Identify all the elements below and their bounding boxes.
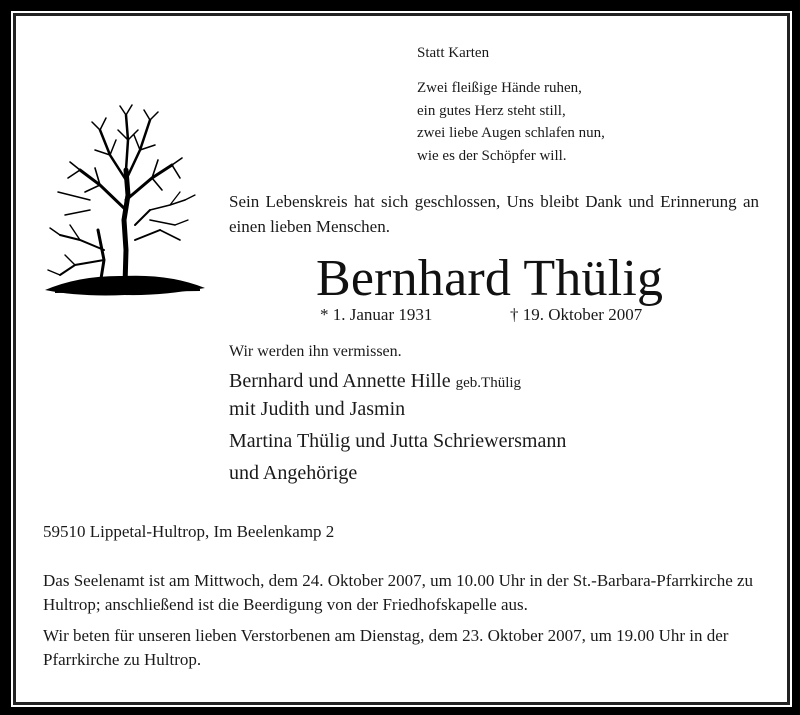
statt-karten-label: Statt Karten bbox=[417, 45, 490, 61]
deceased-name: Bernhard Thülig bbox=[316, 250, 664, 307]
mourner-line bbox=[229, 368, 521, 396]
address: 59510 Lippetal-Hultrop, Im Beelenkamp 2 bbox=[43, 522, 335, 541]
poem bbox=[417, 77, 605, 167]
mourner-line: Martina Thülig und Jutta Schriewersmann bbox=[229, 430, 567, 452]
maiden-name: geb.Thülig bbox=[455, 375, 522, 391]
mourner-line: mit Judith und Jasmin bbox=[229, 398, 406, 420]
tree-icon bbox=[40, 100, 210, 305]
birth-date: * 1. Januar 1931 bbox=[320, 305, 433, 324]
mourner-names: Bernhard und Annette Hille bbox=[229, 370, 456, 392]
mourner-line: und Angehörige bbox=[229, 462, 358, 484]
death-date: † 19. Oktober 2007 bbox=[510, 305, 643, 324]
intro-text: Sein Lebenskreis hat sich geschlossen, Uns bleibt Dank und Erinnerung an einen lieben Menschen. bbox=[229, 192, 759, 236]
service-paragraph: Das Seelenamt ist am Mittwoch, dem 24. Oktober 2007, um 10.00 Uhr in der St.-Barbara-Pfarrkirche zu Hultrop; anschließend ist die Beerdigung von der Friedhofskapelle aus. bbox=[43, 571, 754, 614]
poem-line: wie es der Schöpfer will. bbox=[417, 147, 567, 164]
poem-line: ein gutes Herz steht still, bbox=[417, 102, 566, 119]
mourners-intro: Wir werden ihn vermissen. bbox=[229, 343, 402, 360]
prayer-paragraph: Wir beten für unseren lieben Verstorbenen am Dienstag, dem 23. Oktober 2007, um 19.00 Uhr in der Pfarrkirche zu Hultrop. bbox=[43, 626, 729, 669]
poem-line: Zwei fleißige Hände ruhen, bbox=[417, 80, 582, 96]
poem-line: zwei liebe Augen schlafen nun, bbox=[417, 125, 605, 141]
